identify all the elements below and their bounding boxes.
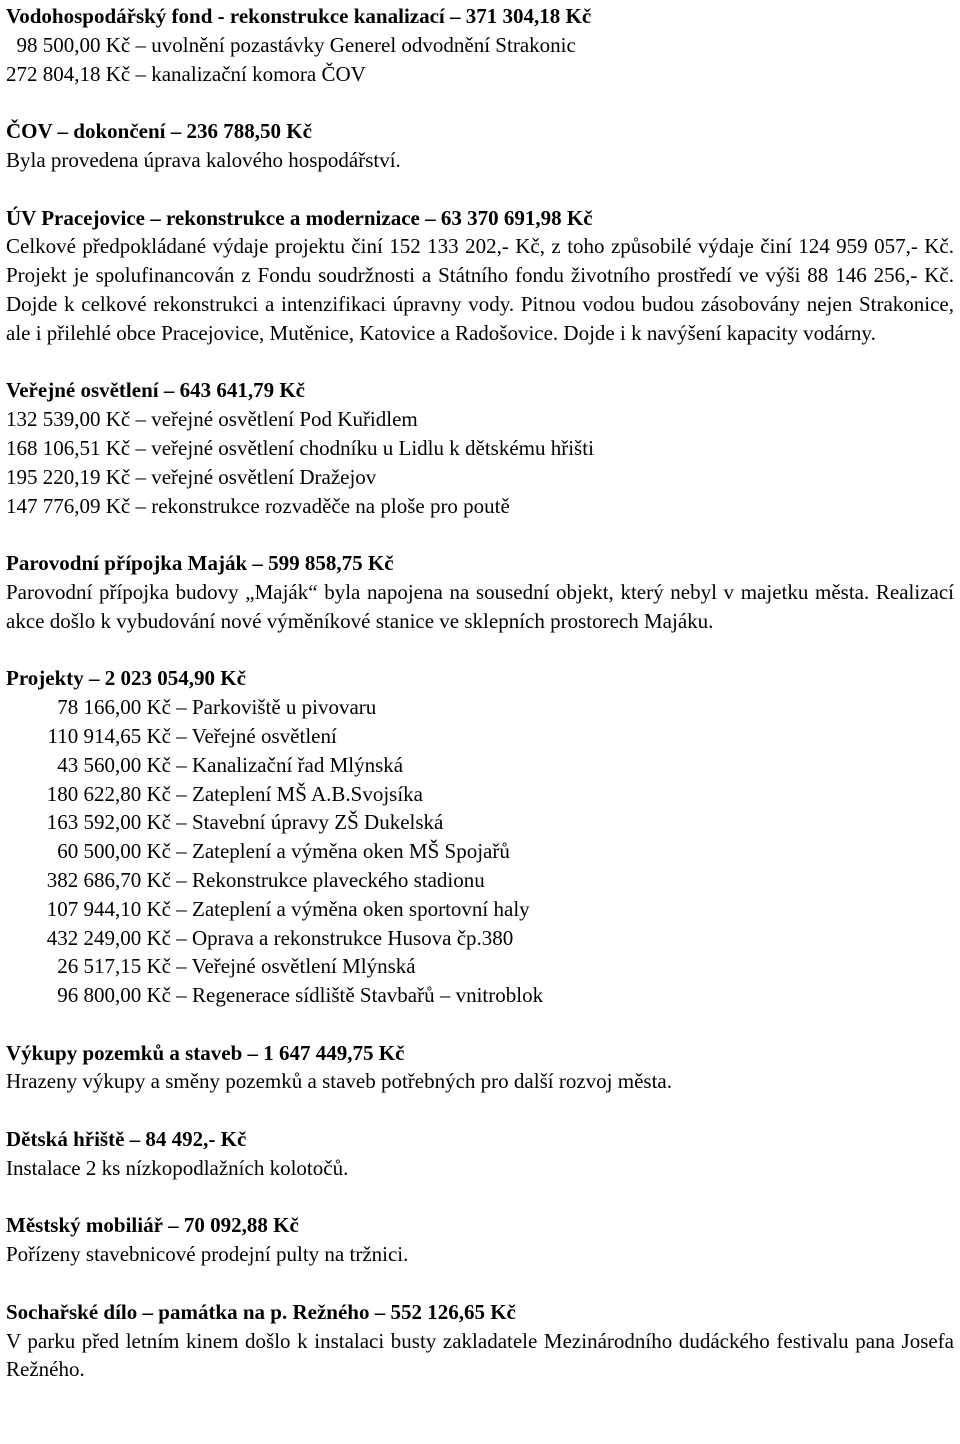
section-text: Parovodní přípojka budovy „Maják“ byla napojena na sousední objekt, který nebyl v majetku města. Realizací akce došlo k vybudování nové výměníkové stanice ve sklepních prostorech Majáku. xyxy=(6,579,954,633)
item-description: – Rekonstrukce plaveckého stadionu xyxy=(171,867,485,892)
section-socharske-dilo xyxy=(6,1298,954,1384)
item-description: – Oprava a rekonstrukce Husova čp.380 xyxy=(171,925,514,950)
item-amount: 382 686,70 Kč xyxy=(46,867,171,892)
list-item xyxy=(6,837,954,866)
item-amount: 78 166,00 Kč xyxy=(57,695,171,720)
section-vodohospodarsky-fond xyxy=(6,2,954,88)
list-item xyxy=(6,866,954,895)
section-vykupy-pozemku xyxy=(6,1039,954,1097)
item-description: – Zateplení a výměna oken MŠ Spojařů xyxy=(171,839,510,864)
item-amount: 26 517,15 Kč xyxy=(57,954,171,979)
list-item xyxy=(6,780,954,809)
item-amount: 96 800,00 Kč xyxy=(57,983,171,1008)
section-line: 98 500,00 Kč – uvolnění pozastávky Generel odvodnění Strakonic xyxy=(6,32,576,57)
item-description: – Parkoviště u pivovaru xyxy=(171,695,377,720)
section-parovodni-pripojka xyxy=(6,549,954,635)
list-item xyxy=(6,924,954,953)
list-item xyxy=(6,895,954,924)
section-text: Hrazeny výkupy a směny pozemků a staveb potřebných pro další rozvoj města. xyxy=(6,1069,672,1094)
section-uv-pracejovice xyxy=(6,204,954,348)
section-line: 272 804,18 Kč – kanalizační komora ČOV xyxy=(6,61,366,86)
section-verejne-osvetleni xyxy=(6,376,954,520)
section-line: 168 106,51 Kč – veřejné osvětlení chodníku u Lidlu k dětskému hřišti xyxy=(6,435,594,460)
item-description: – Regenerace sídliště Stavbařů – vnitroblok xyxy=(171,983,544,1008)
section-line: 147 776,09 Kč – rekonstrukce rozvaděče na ploše pro poutě xyxy=(6,493,510,518)
section-line: 195 220,19 Kč – veřejné osvětlení Dražejov xyxy=(6,464,377,489)
list-item xyxy=(6,981,954,1010)
list-item xyxy=(6,722,954,751)
section-heading: Veřejné osvětlení – 643 641,79 Kč xyxy=(6,378,306,403)
section-cov xyxy=(6,117,954,175)
section-heading: Dětská hřiště – 84 492,- Kč xyxy=(6,1127,247,1152)
item-amount: 60 500,00 Kč xyxy=(57,839,171,864)
section-text: V parku před letním kinem došlo k instalaci busty zakladatele Mezinárodního dudáckého festivalu pana Josefa Režného. xyxy=(6,1328,954,1382)
section-detska-hriste xyxy=(6,1125,954,1183)
section-heading: Výkupy pozemků a staveb – 1 647 449,75 Kč xyxy=(6,1040,405,1065)
item-amount: 163 592,00 Kč xyxy=(46,810,171,835)
item-amount: 110 914,65 Kč xyxy=(47,723,171,748)
item-description: – Veřejné osvětlení Mlýnská xyxy=(171,954,416,979)
item-description: – Zateplení a výměna oken sportovní haly xyxy=(171,896,530,921)
item-amount: 43 560,00 Kč xyxy=(57,752,171,777)
section-text: Pořízeny stavebnicové prodejní pulty na tržnici. xyxy=(6,1242,409,1267)
section-line: 132 539,00 Kč – veřejné osvětlení Pod Kuřidlem xyxy=(6,407,418,432)
item-amount: 432 249,00 Kč xyxy=(46,925,171,950)
section-text: Instalace 2 ks nízkopodlažních kolotočů. xyxy=(6,1155,349,1180)
section-heading: Vodohospodářský fond - rekonstrukce kanalizací – 371 304,18 Kč xyxy=(6,4,592,28)
section-heading: ČOV – dokončení – 236 788,50 Kč xyxy=(6,119,312,144)
section-heading: ÚV Pracejovice – rekonstrukce a modernizace – 63 370 691,98 Kč xyxy=(6,205,593,230)
item-description: – Veřejné osvětlení xyxy=(171,723,337,748)
item-amount: 180 622,80 Kč xyxy=(46,781,171,806)
section-text: Byla provedena úprava kalového hospodářství. xyxy=(6,147,401,172)
list-item xyxy=(6,751,954,780)
item-description: – Zateplení MŠ A.B.Svojsíka xyxy=(171,781,423,806)
item-description: – Stavební úpravy ZŠ Dukelská xyxy=(171,810,444,835)
section-mestsky-mobiliar xyxy=(6,1211,954,1269)
section-heading: Sochařské dílo – památka na p. Režného – 552 126,65 Kč xyxy=(6,1299,516,1324)
section-heading: Městský mobiliář – 70 092,88 Kč xyxy=(6,1213,299,1238)
section-heading: Parovodní přípojka Maják – 599 858,75 Kč xyxy=(6,551,394,576)
list-item xyxy=(6,808,954,837)
section-heading: Projekty – 2 023 054,90 Kč xyxy=(6,666,246,691)
section-projekty xyxy=(6,664,954,1010)
item-amount: 107 944,10 Kč xyxy=(46,896,171,921)
list-item xyxy=(6,693,954,722)
section-text: Celkové předpokládané výdaje projektu činí 152 133 202,- Kč, z toho způsobilé výdaje činí 124 959 057,- Kč. Projekt je spolufinancován z Fondu soudržnosti a Státního fondu životního prostředí ve výši 88 146 256,- Kč. Dojde k celkové rekonstrukci a intenzifikaci úpravny vody. Pitnou vodou budou zásobovány nejen Strakonice, ale i přilehlé obce Pracejovice, Mutěnice, Katovice a Radošovice. Dojde i k navýšení kapacity vodárny. xyxy=(6,234,954,345)
list-item xyxy=(6,952,954,981)
item-description: – Kanalizační řad Mlýnská xyxy=(171,752,404,777)
